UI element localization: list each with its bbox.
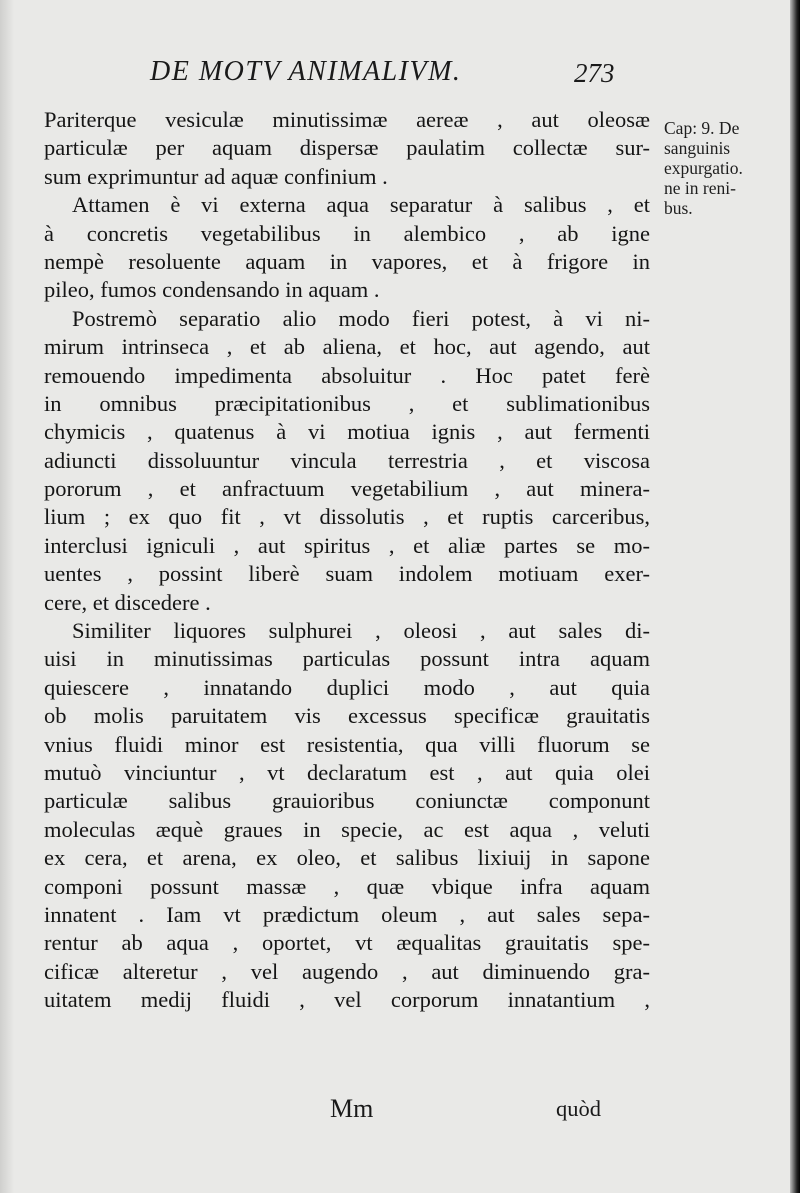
text-line: moleculas æquè graues in specie, ac est aqua , veluti [44,816,650,842]
marginal-note [664,118,792,218]
text-line: in omnibus præcipitationibus , et sublimationibus [44,390,650,416]
page-number: 273 [574,58,615,88]
text-line: Postremò separatio alio modo fieri potest, à vi ni- [72,305,650,331]
text-line: lium ; ex quo fit , vt dissolutis , et ruptis carceribus, [44,504,650,530]
text-line: innatent . Iam vt prædictum oleum , aut sales sepa- [44,901,650,927]
marginal-note-line: expurgatio. [664,158,743,178]
marginal-note-line: bus. [664,198,693,218]
text-line: nempè resoluente aquam in vapores, et à frigore in [44,248,650,274]
text-line: uisi in minutissimas particulas possunt intra aquam [44,646,650,672]
marginal-note-line: sanguinis [664,138,731,158]
text-line: uentes , possint liberè suam indolem motiuam exer- [44,561,650,587]
text-line: uitatem medij fluidi , vel corporum innatantium , [44,987,650,1013]
text-line: chymicis , quatenus à vi motiua ignis , aut fermenti [44,419,650,445]
text-line: ex cera, et arena, ex oleo, et salibus lixiuij in sapone [44,845,650,871]
text-line: pororum , et anfractuum vegetabilium , aut minera- [44,476,650,502]
text-line: componi possunt massæ , quæ vbique infra aquam [44,873,650,899]
text-line: Attamen è vi externa aqua separatur à salibus , et [72,192,650,218]
text-line: quiescere , innatando duplici modo , aut quia [44,674,650,700]
text-line: mirum intrinseca , et ab aliena, et hoc, aut agendo, aut [44,334,650,360]
text-line: adiuncti dissoluuntur vincula terrestria , et viscosa [44,447,650,473]
text-line: Pariterque vesiculæ minutissimæ aereæ , aut oleosæ [44,107,650,132]
text-line: remouendo impedimenta absoluitur . Hoc patet ferè [44,362,650,388]
marginal-note-line: ne in reni- [664,178,736,198]
catchword: quòd [556,1096,601,1121]
text-line: cere, et discedere . [44,589,211,615]
text-line: particulæ per aquam dispersæ paulatim collectæ sur- [44,135,650,161]
text-line: mutuò vinciuntur , vt declaratum est , aut quia olei [44,759,650,785]
text-line: sum exprimuntur ad aquæ confinium . [44,163,388,189]
marginal-note-line: Cap: 9. De [664,118,740,138]
body-text [44,106,650,1015]
text-line: ob molis paruitatem vis excessus specificæ grauitatis [44,703,650,729]
text-line: particulæ salibus grauioribus coniunctæ componunt [44,788,650,814]
text-line: à concretis vegetabilibus in alembico , ab igne [44,220,650,246]
text-line: rentur ab aqua , oportet, vt æqualitas grauitatis spe- [44,930,650,956]
text-line: interclusi igniculi , aut spiritus , et aliæ partes se mo- [44,532,650,558]
page-gutter-shadow [0,0,14,1193]
text-line: pileo, fumos condensando in aquam . [44,277,380,303]
text-line: cificæ alteretur , vel augendo , aut diminuendo gra- [44,958,650,984]
signature-mark: Mm [330,1094,374,1123]
running-title: DE MOTV ANIMALIVM. [150,56,462,87]
text-line: vnius fluidi minor est resistentia, qua villi fluorum se [44,731,650,757]
text-line: Similiter liquores sulphurei , oleosi , aut sales di- [72,618,650,644]
